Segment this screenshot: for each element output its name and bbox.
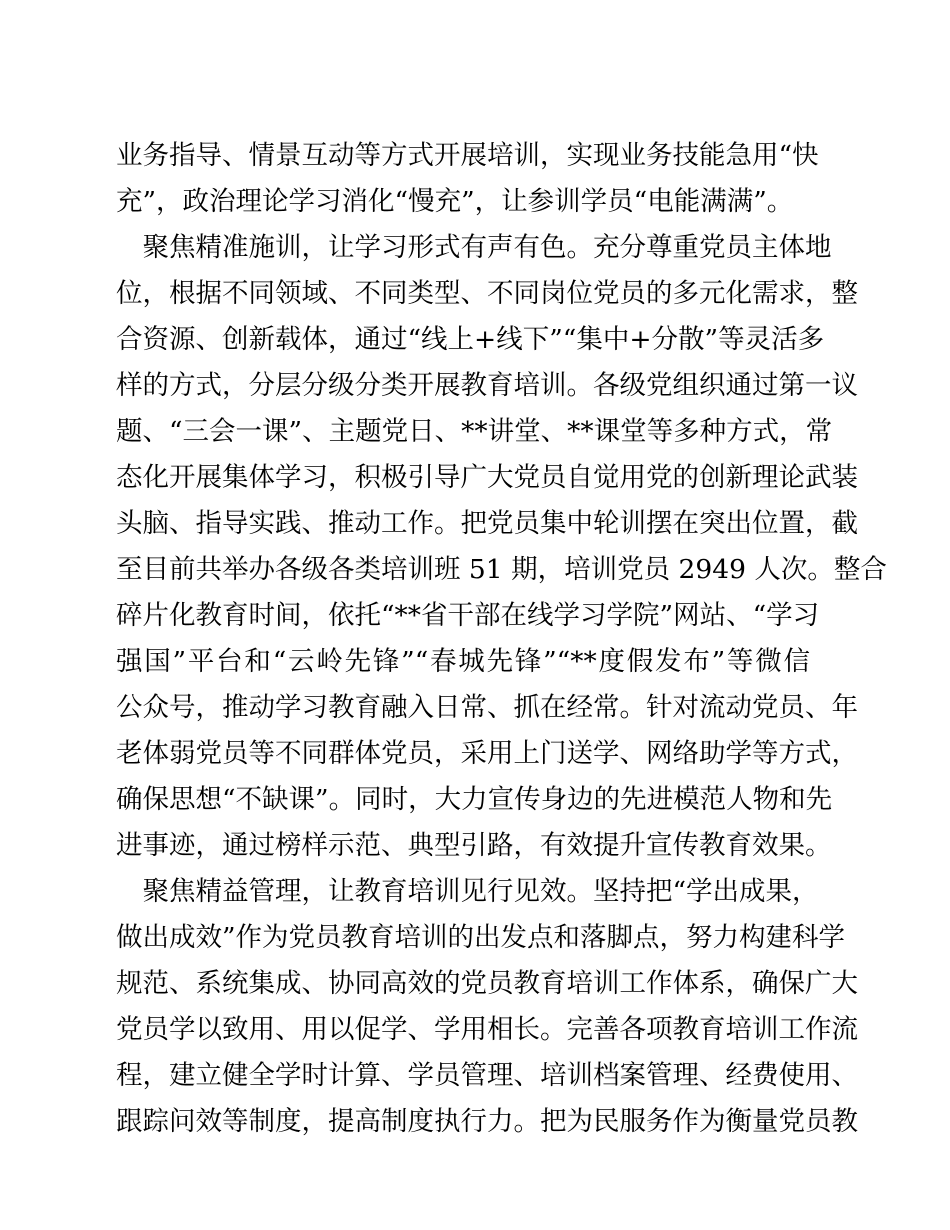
text-line: 题、“三会一课”、主题党日、**讲堂、**课堂等多种方式，常 [116, 416, 833, 447]
text-line: 碎片化教育时间，依托“**省干部在线学习学院”网站、“学习 [116, 600, 820, 631]
text-line: 样的方式，分层分级分类开展教育培训。各级党组织通过第一议 [116, 370, 858, 401]
text-line: 规范、系统集成、协同高效的党员教育培训工作体系，确保广大 [116, 968, 858, 999]
text-line: 跟踪问效等制度，提高制度执行力。把为民服务作为衡量党员教 [116, 1106, 858, 1137]
text-line: 做出成效”作为党员教育培训的出发点和落脚点，努力构建科学 [116, 922, 846, 953]
text-line: 党员学以致用、用以促学、学用相长。完善各项教育培训工作流 [116, 1014, 858, 1045]
paragraph-start-line: 聚焦精益管理，让教育培训见行见效。坚持把“学出成果， [116, 876, 819, 907]
text-line: 进事迹，通过榜样示范、典型引路，有效提升宣传教育效果。 [116, 830, 832, 861]
text-line: 确保思想“不缺课”。同时，大力宣传身边的先进模范人物和先 [116, 784, 833, 815]
text-line: 充”，政治理论学习消化“慢充”，让参训学员“电能满满”。 [116, 186, 794, 217]
paragraph-start-line: 聚焦精准施训，让学习形式有声有色。充分尊重党员主体地 [116, 232, 832, 263]
text-line: 强国”平台和“云岭先锋”“春城先锋”“**度假发布”等微信 [116, 646, 810, 677]
text-line: 态化开展集体学习，积极引导广大党员自觉用党的创新理论武装 [116, 462, 858, 493]
text-line: 业务指导、情景互动等方式开展培训，实现业务技能急用“快 [116, 140, 819, 171]
text-line: 至目前共举办各级各类培训班 51 期，培训党员 2949 人次。整合 [116, 554, 887, 585]
text-line: 程，建立健全学时计算、学员管理、培训档案管理、经费使用、 [116, 1060, 858, 1091]
text-line: 老体弱党员等不同群体党员，采用上门送学、网络助学等方式， [116, 738, 858, 769]
text-line: 合资源、创新载体，通过“线上+线下”“集中+分散”等灵活多 [116, 324, 825, 355]
text-line: 位，根据不同领域、不同类型、不同岗位党员的多元化需求，整 [116, 278, 858, 309]
text-line: 头脑、指导实践、推动工作。把党员集中轮训摆在突出位置，截 [116, 508, 858, 539]
text-line: 公众号，推动学习教育融入日常、抓在经常。针对流动党员、年 [116, 692, 858, 723]
